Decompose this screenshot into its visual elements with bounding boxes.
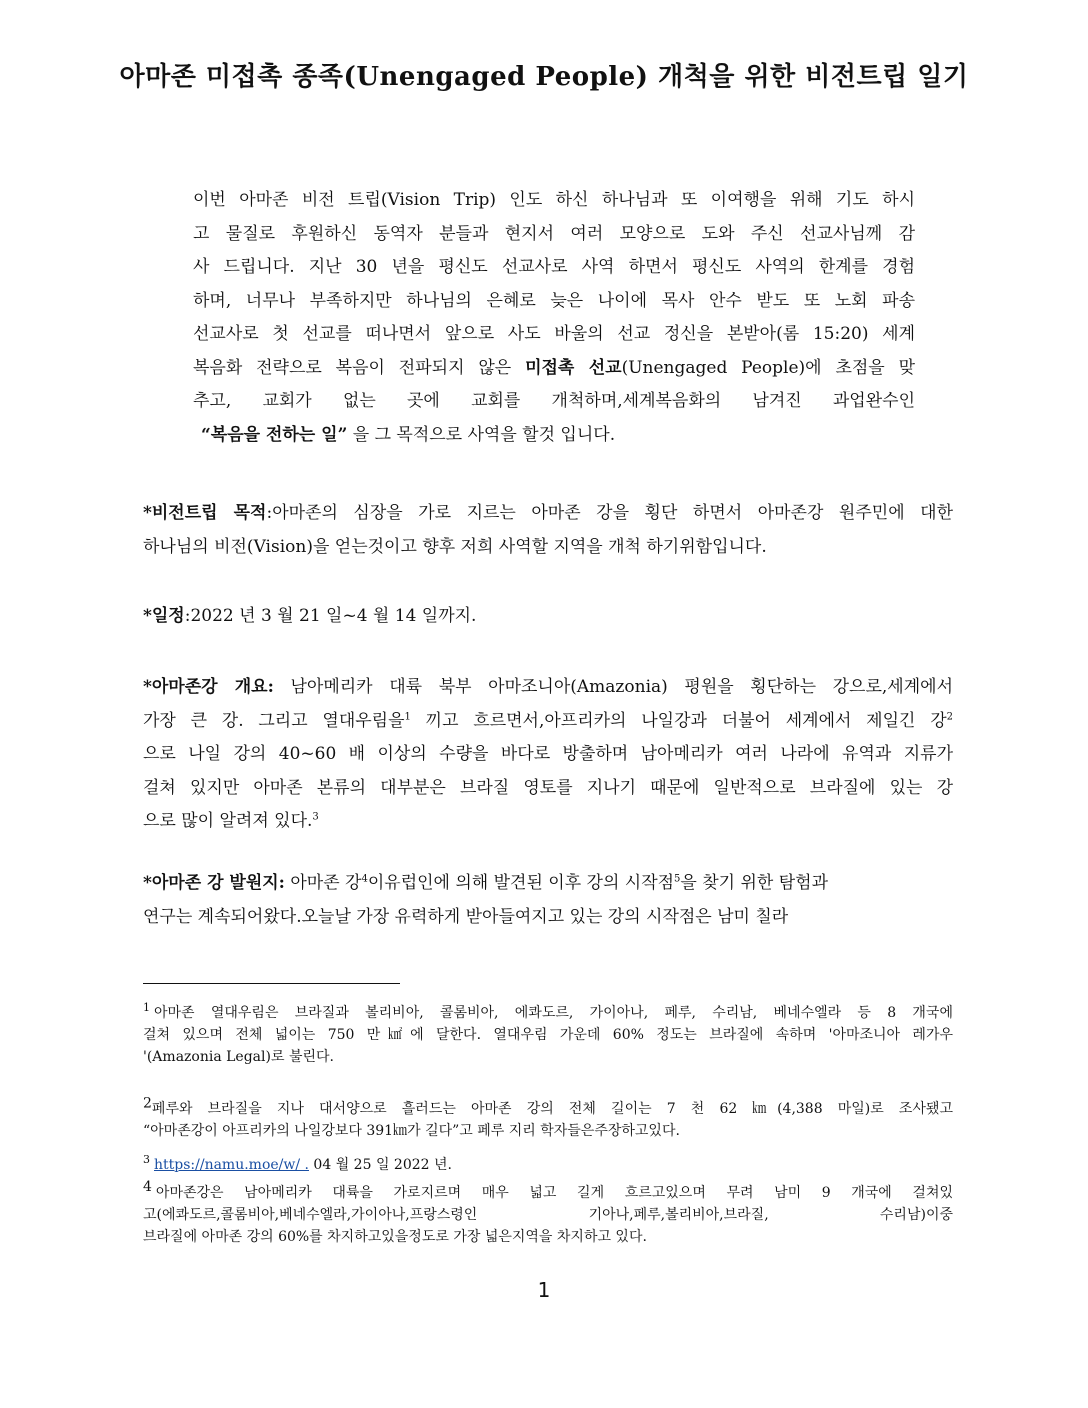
intro-line: 하며, 너무나 부족하지만 하나님의 은혜로 늦은 나이에 목사 안수 받도 또 노회 파송: [193, 290, 915, 311]
footnote-line: [143, 1179, 953, 1204]
purpose-line: [143, 497, 953, 531]
footnote-4: [143, 1179, 953, 1248]
intro-paragraph: [193, 184, 915, 452]
footnote-divider: [143, 983, 400, 984]
source-line: [143, 867, 953, 901]
footnote-number: 1: [143, 1001, 150, 1015]
purpose-line: 하나님의 비전(Vision)을 얻는것이고 향후 저희 사역할 지역을 개척 하기위함입니다.: [143, 536, 767, 557]
overview-label: *아마존강 개요:: [143, 677, 274, 697]
intro-line: 선교사로 첫 선교를 떠나면서 앞으로 사도 바울의 선교 정신을 본받아(롬 15:20) 세계: [193, 324, 915, 344]
footnote-1: [143, 1002, 953, 1068]
overview-text: 끼고 흐르면서,아프리카의 나일강과 더불어 세계에서 제일긴 강: [410, 710, 947, 731]
source-text: 이유럽인에 의해 발견된 이후 강의 시작점: [367, 873, 675, 893]
overview-line: 걸쳐 있지만 아마존 본류의 대부분은 브라질 영토를 지나기 때문에 일반적으로 브라질에 있는 강: [143, 777, 953, 798]
footnote-ref[interactable]: 1: [404, 710, 411, 722]
footnote-line: [143, 1002, 953, 1024]
footnote-line: 걸쳐 있으며 전체 넓이는 750 만㎢에 달한다. 열대우림 가운데 60% 정도는 브라질에 속하며 '아마조니아 레가우: [143, 1027, 953, 1043]
footnote-line: [143, 1154, 953, 1176]
intro-line: 이번 아마존 비전 트립(Vision Trip) 인도 하신 하나님과 또 이여행을 위해 기도 하시: [193, 190, 915, 210]
source-label: *아마존 강 발원지:: [143, 873, 285, 893]
footnote-2: [143, 1095, 953, 1142]
footnote-text: 아마존강은 남아메리카 대륙을 가로지르며 매우 넓고 길게 흐르고있으며 무려 남미 9 개국에 걸쳐있: [155, 1185, 953, 1201]
source-section: [143, 867, 953, 934]
schedule-label: *일정: [143, 606, 185, 626]
footnote-line: [143, 1095, 953, 1120]
footnote-line: “아마존강이 아프리카의 나일강보다 391㎞가 길다”고 페루 지리 학자들은주장하고있다.: [143, 1123, 680, 1139]
document-title: 아마존 미접촉 종족(Unengaged People) 개척을 위한 비전트립 일기: [119, 62, 969, 92]
source-line: 연구는 계속되어왔다.오늘날 가장 유력하게 받아들여지고 있는 강의 시작점은 남미 칠라: [143, 906, 789, 927]
overview-text: 으로 많이 알려져 있다.: [143, 811, 313, 831]
footnote-number: 4: [143, 1179, 152, 1196]
intro-line: 사 드립니다. 지난 30 년을 평신도 선교사로 사역 하면서 평신도 사역의 한계를 경험: [193, 257, 915, 277]
schedule-line: [143, 600, 953, 634]
intro-line: 고 물질로 후원하신 동역자 분들과 현지서 여러 모양으로 도와 주신 선교사님께 감: [193, 223, 915, 244]
overview-text: 가장 큰 강. 그리고 열대우림을: [143, 710, 405, 731]
schedule-text: :2022 년 3 월 21 일~4 월 14 일까지.: [184, 606, 477, 626]
footnote-text: 아마존 열대우림은 브라질과 볼리비아, 콜롬비아, 에콰도르, 가이아나, 페루, 수리남, 베네수엘라 등 8 개국에: [154, 1005, 953, 1021]
overview-line: [143, 671, 953, 705]
overview-line: 으로 나일 강의 40~60 배 이상의 수량을 바다로 방출하며 남아메리카 여러 나라에 유역과 지류가: [143, 744, 953, 764]
footnote-line: '(Amazonia Legal)로 불린다.: [143, 1049, 334, 1065]
overview-line: [143, 705, 953, 739]
footnote-ref[interactable]: 2: [946, 710, 953, 722]
overview-section: [143, 671, 953, 839]
footnote-number: 2: [143, 1095, 152, 1112]
intro-text: 복음화 전략으로 복음이 전파되지 않은: [193, 357, 526, 378]
footnote-text: 04 월 25 일 2022 년.: [308, 1157, 452, 1173]
intro-line: [193, 419, 915, 453]
intro-text: 을 그 목적으로 사역을 할것 입니다.: [352, 424, 616, 445]
footnote-line: 고(에콰도르,콜롬비아,베네수엘라,가이아나,프랑스령인 기아나,페루,볼리비아,브라질, 수리남)이중: [143, 1207, 953, 1223]
footnote-line: 브라질에 아마존 강의 60%를 차지하고있을정도로 가장 넓은지역을 차지하고 있다.: [143, 1229, 647, 1245]
source-text: 아마존 강: [284, 873, 362, 893]
intro-emphasis: 미접촉 선교: [525, 357, 622, 378]
footnote-text: 페루와 브라질을 지나 대서양으로 흘러드는 아마존 강의 전체 길이는 7 천 62 ㎞(4,388 마일)로 조사됐고: [151, 1101, 953, 1117]
purpose-text: :아마존의 심장을 가로 지르는 아마존 강을 횡단 하면서 아마존강 원주민에 대한: [266, 503, 953, 523]
page-number: 1: [537, 1278, 551, 1302]
footnote-3: [143, 1154, 953, 1176]
intro-line: [193, 352, 915, 386]
footnote-ref[interactable]: 4: [361, 873, 368, 885]
schedule-section: [143, 600, 953, 634]
footnote-link[interactable]: https://namu.moe/w/ .: [154, 1157, 309, 1173]
purpose-label: *비전트립 목적: [143, 503, 267, 523]
overview-text: 남아메리카 대륙 북부 아마조니아(Amazonia) 평원을 횡단하는 강으로,세계에서: [273, 677, 953, 697]
footnote-ref[interactable]: 3: [312, 811, 319, 823]
intro-text: (Unengaged People)에 초점을 맞: [621, 357, 915, 378]
overview-line: [143, 805, 953, 839]
intro-emphasis: “복음을 전하는 일”: [201, 424, 348, 445]
footnote-ref[interactable]: 5: [674, 873, 681, 885]
source-text: 을 찾기 위한 탐험과: [680, 873, 829, 893]
footnote-number: 3: [143, 1153, 150, 1167]
intro-line: 추고, 교회가 없는 곳에 교회를 개척하며,세계복음화의 남겨진 과업완수인: [193, 391, 915, 411]
purpose-section: [143, 497, 953, 564]
